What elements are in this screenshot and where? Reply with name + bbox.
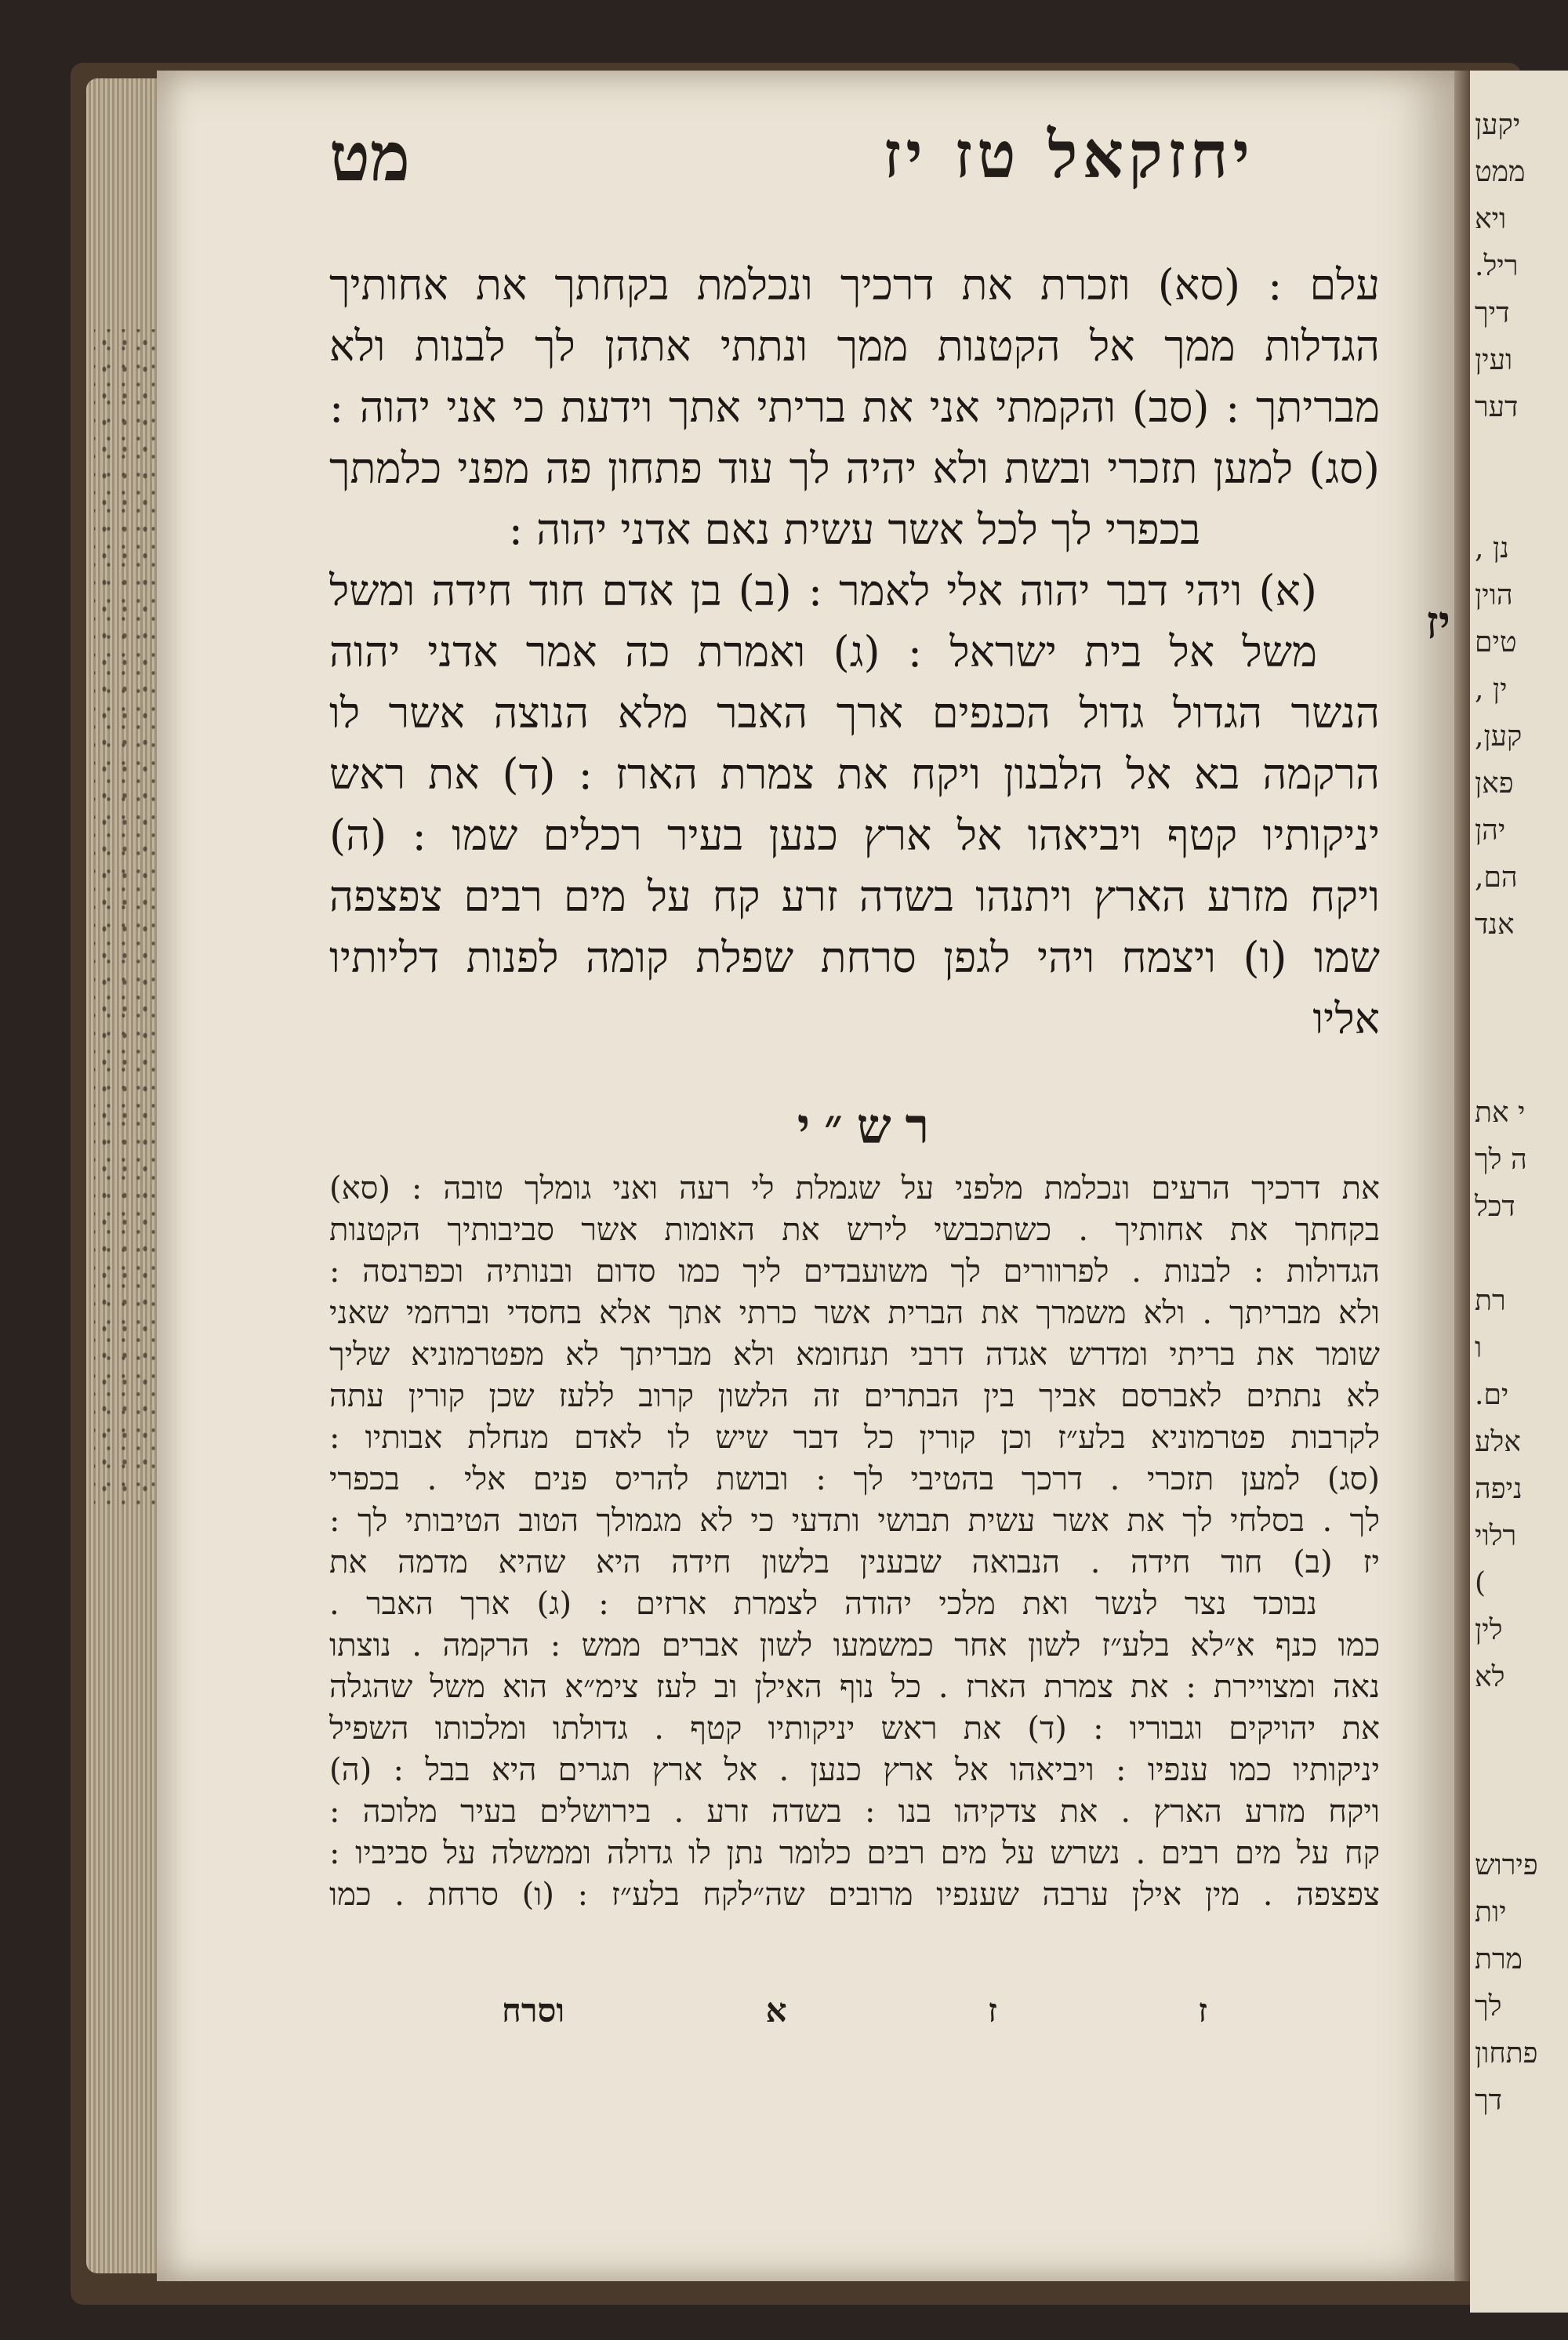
commentary-line: יניקותיו כמו ענפיו : ויביאהו אל ארץ כנען . אל ארץ תגרים היא בבל : (ה) xyxy=(329,1752,1380,1788)
commentary-line: נבוכד נצר לנשר ואת מלכי יהודה לצמרת ארזים : (ג) ארך האבר . xyxy=(329,1586,1317,1622)
signature-mark: ז xyxy=(1198,1991,1207,2030)
running-title: יחזקאל טז יז xyxy=(883,118,1254,193)
catchword-line xyxy=(502,1991,1207,2030)
verse-line: שמו (ו) ויצמח ויהי לגפן סרחת שפלת קומה לפנות דליותיו xyxy=(329,933,1380,982)
facing-page-fragment: יות xyxy=(1475,1896,1507,1928)
facing-page-fragment: ממט xyxy=(1475,156,1526,188)
facing-page-fragment: דך xyxy=(1475,2084,1502,2117)
facing-page-fragment: ין , xyxy=(1475,673,1508,706)
foxing-spots xyxy=(94,329,157,1505)
page-header xyxy=(329,118,1372,212)
facing-page-fragment: ו xyxy=(1475,1332,1483,1364)
facing-page-fragment: ה לך xyxy=(1475,1144,1527,1176)
facing-page-fragment xyxy=(1470,1701,1568,1748)
facing-page-fragment: נן , xyxy=(1475,532,1509,564)
facing-page-fragment: אנד xyxy=(1475,909,1515,941)
commentary-line: (סג) למען תזכרי . דרכך בהטיבי לך : ובושת להריס פנים אלי . בכפרי xyxy=(329,1461,1380,1497)
commentary-line: כמו כנף א״לא בלע״ז לשון אחר כמשמעו לשון אברים ממש : הרקמה . נוצתו xyxy=(329,1627,1380,1663)
facing-page-fragment: לין xyxy=(1475,1614,1503,1646)
rashi-commentary xyxy=(329,1168,1380,1916)
facing-page-fragment: פתחון xyxy=(1475,2037,1538,2070)
facing-page-fragment: ועין xyxy=(1475,344,1513,376)
facing-page-fragment: הוין xyxy=(1475,579,1513,611)
biblical-text xyxy=(329,255,1380,1050)
verse-line: (סג) למען תזכרי ובשת ולא יהיה לך עוד פתחון פה מפני כלמתך xyxy=(329,444,1380,493)
commentary-line: צפצפה . מין אילן ערבה שענפיו מרובים שה״לקח בלע״ז : (ו) סרחת . כמו xyxy=(329,1877,1380,1913)
verse-line: משל אל בית ישראל : (ג) ואמרת כה אמר אדני יהוה xyxy=(329,627,1317,677)
signature-mark: ז xyxy=(988,1991,997,2030)
verse-line: עלם : (סא) וזכרת את דרכיך ונכלמת בקחתך את אחותיך xyxy=(329,260,1380,310)
commentary-title: רש״י xyxy=(797,1097,944,1155)
facing-page-fragment: דער xyxy=(1475,391,1519,423)
facing-page-fragment: פירוש xyxy=(1475,1849,1538,1881)
verse-line: הנשר הגדול גדול הכנפים ארך האבר מלא הנוצה אשר לו xyxy=(329,688,1380,738)
facing-page-fragment: רלוי xyxy=(1475,1520,1517,1552)
facing-page-fragment xyxy=(1470,478,1568,525)
facing-page xyxy=(1470,71,1568,2313)
signature-mark: א xyxy=(765,1991,787,2030)
facing-page-fragment xyxy=(1470,1795,1568,1842)
facing-page-fragment: לך xyxy=(1475,1990,1502,2023)
verse-line: אליו xyxy=(1312,994,1380,1043)
facing-page-fragment xyxy=(1470,431,1568,478)
facing-page-fragment xyxy=(1470,996,1568,1043)
verse-line: הגדלות ממך אל הקטנות ממך ונתתי אתהן לך לבנות ולא xyxy=(329,321,1380,371)
commentary-line: בקחתך את אחותיך . כשתכבשי לירש את האומות אשר סביבותיך הקטנות xyxy=(329,1212,1380,1248)
verse-line: (א) ויהי דבר יהוה אלי לאמר : (ב) בן אדם חוד חידה ומשל xyxy=(329,566,1317,615)
facing-page-fragment: רת xyxy=(1475,1285,1506,1317)
facing-page-fragment: ניפה xyxy=(1475,1473,1523,1505)
facing-page-fragment: מרת xyxy=(1475,1943,1523,1975)
book-gutter xyxy=(1454,71,1470,2281)
page-number: מט xyxy=(329,118,410,197)
commentary-line: יז (ב) חוד חידה . הנבואה שבענין בלשון חידה היא שהיא מדמה את xyxy=(329,1544,1380,1580)
commentary-line: ויקח מזרע הארץ . את צדקיהו בנו : בשדה זרע . בירושלים בעיר מלוכה : xyxy=(329,1794,1380,1830)
facing-page-fragment: י את xyxy=(1475,1097,1526,1129)
verse-line: הרקמה בא אל הלבנון ויקח את צמרת הארז : (ד) את ראש xyxy=(329,749,1380,799)
commentary-line: נאה ומצויירת : את צמרת הארז . כל נוף האילן וב לעז צימ״א הוא משל שהגלה xyxy=(329,1669,1380,1705)
facing-page-fragment: דכל xyxy=(1475,1191,1515,1223)
facing-page-fragment: לא xyxy=(1475,1661,1505,1693)
commentary-line: לך . בסלחי לך את אשר עשית תבושי ותדעי כי לא מגמולך הטוב הטיבותי לך : xyxy=(329,1503,1380,1539)
facing-page-fragment: יקען xyxy=(1475,109,1521,141)
facing-page-fragment: אלע xyxy=(1475,1426,1521,1458)
facing-page-fragment xyxy=(1470,1043,1568,1090)
facing-page-fragment: דיך xyxy=(1475,297,1510,329)
commentary-line: את יהויקים וגבוריו : (ד) את ראש יניקותיו קטף . גדולתו ומלכותו השפיל xyxy=(329,1711,1380,1747)
commentary-line: קח על מים רבים . נשרש על מים רבים כלומר נתן לו גדולה וממשלה על סביביו : xyxy=(329,1835,1380,1871)
verse-line: בכפרי לך לכל אשר עשית נאם אדני יהוה : xyxy=(508,505,1201,554)
verse-line: מבריתך : (סב) והקמתי אני את בריתי אתך וידעת כי אני יהוה : xyxy=(329,383,1380,432)
facing-page-fragment xyxy=(1470,1748,1568,1795)
commentary-line: לא נתתים לאברסם אביך בין הבתרים זה הלשון קרוב ללעז שכן קורין עתה xyxy=(329,1378,1380,1414)
facing-page-fragment: ריל. xyxy=(1475,250,1519,282)
facing-page-fragment: קען, xyxy=(1475,720,1523,753)
commentary-line: את דרכיך הרעים ונכלמת מלפני על שגמלת לי רעה ואני גומלך טובה : (סא) xyxy=(329,1170,1380,1206)
catchword: וסרח xyxy=(502,1991,565,2030)
facing-page-fragment: פאן xyxy=(1475,767,1514,800)
commentary-line: שומר את בריתי ומדרש אגדה דרבי תנחומא ולא מבריתך לא מפטרמוניא שליך xyxy=(329,1337,1380,1373)
facing-page-fragment: ים. xyxy=(1475,1379,1509,1411)
verse-line: ויקח מזרע הארץ ויתנהו בשדה זרע קח על מים רבים צפצפה xyxy=(329,872,1380,921)
commentary-line: ולא מבריתך . ולא משמרך את הברית אשר כרתי אתך אלא בחסדי וברחמי שאני xyxy=(329,1295,1380,1331)
facing-page-fragment: הם, xyxy=(1475,862,1518,894)
commentary-line: לקרבות פטרמוניא בלע״ז וכן קורין כל דבר שיש לו לאדם מנחלת אבותיו : xyxy=(329,1420,1380,1456)
verse-line: יניקותיו קטף ויביאהו אל ארץ כנען בעיר רכלים שמו : (ה) xyxy=(329,811,1380,860)
facing-page-fragment: יהן xyxy=(1475,814,1506,847)
facing-page-fragment: ויא xyxy=(1475,203,1507,235)
facing-page-fragment xyxy=(1470,1231,1568,1278)
facing-page-fragment xyxy=(1470,949,1568,996)
facing-page-fragment: טים xyxy=(1475,626,1517,658)
commentary-line: הגדולות : לבנות . לפרוורים לך משועבדים ליך כמו סדום ובנותיה וכפרנסה : xyxy=(329,1253,1380,1290)
chapter-marker: יז xyxy=(1425,596,1450,649)
facing-page-fragment: ) xyxy=(1475,1567,1486,1599)
